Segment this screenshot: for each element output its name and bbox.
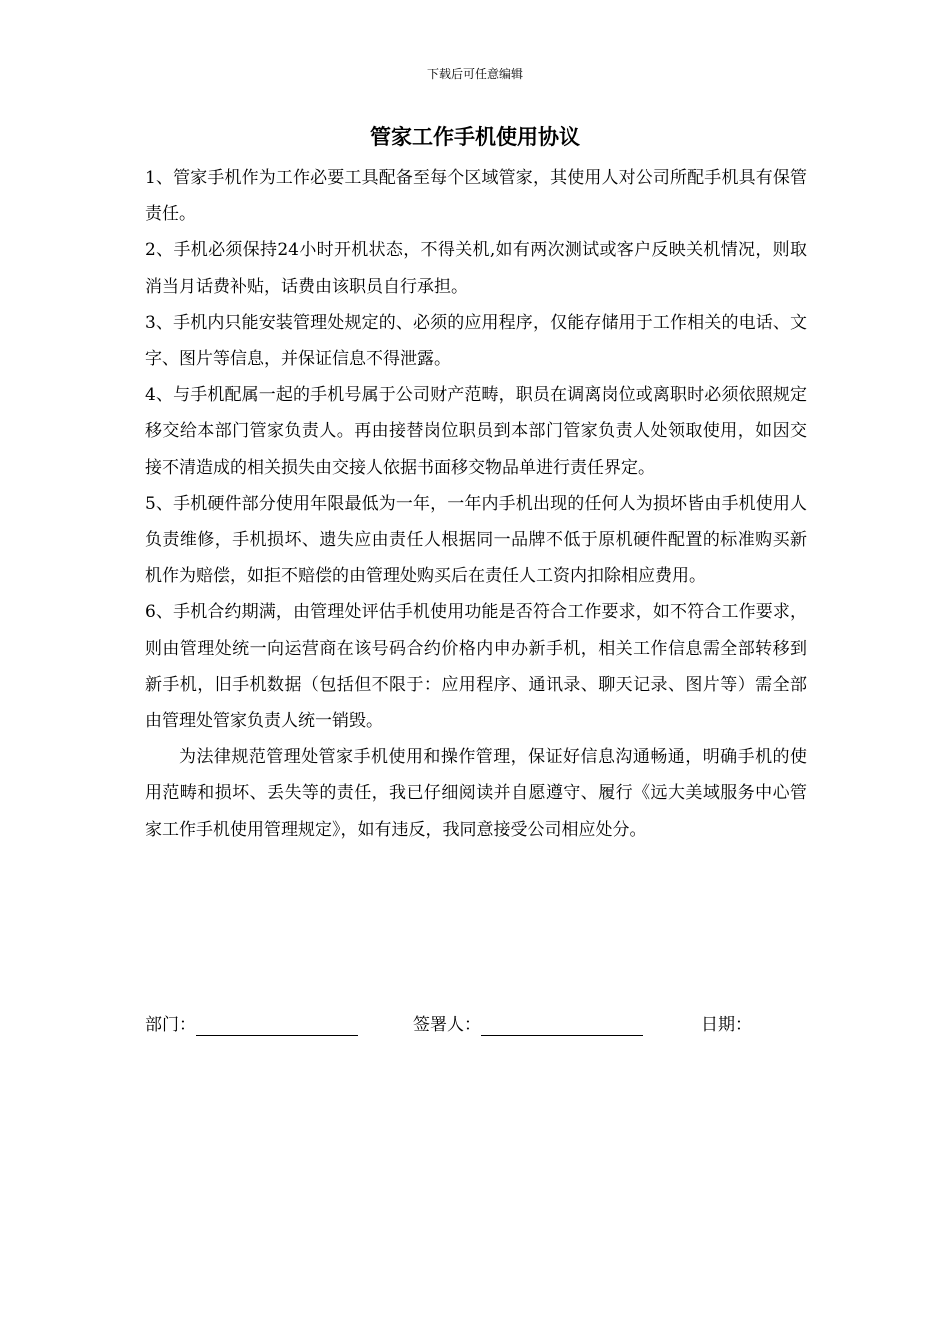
clause-5: 5、手机硬件部分使用年限最低为一年，一年内手机出现的任何人为损坏皆由手机使用人负责维修，手机损坏、遗失应由责任人根据同一品牌不低于原机硬件配置的标准购买新机作为赔偿，如拒不赔偿的由管理处购买后在责任人工资内扣除相应费用。 [145,493,807,587]
clause-1: 1、管家手机作为工作必要工具配备至每个区域管家，其使用人对公司所配手机具有保管责任。 [145,168,807,225]
closing-statement: 为法律规范管理处管家手机使用和操作管理，保证好信息沟通畅通，明确手机的使用范畴和损坏、丢失等的责任，我已仔细阅读并自愿遵守、履行《远大美域服务中心管家工作手机使用管理规定》，如有违反，我同意接受公司相应处分。 [145,747,807,840]
clause-4: 4、与手机配属一起的手机号属于公司财产范畴，职员在调离岗位或离职时必须依照规定移交给本部门管家负责人。再由接替岗位职员到本部门管家负责人处领取使用，如因交接不清造成的相关损失由交接人依据书面移交物品单进行责任界定。 [145,385,807,478]
clause-6: 6、手机合约期满，由管理处评估手机使用功能是否符合工作要求，如不符合工作要求，则由管理处统一向运营商在该号码合约价格内申办新手机，相关工作信息需全部转移到新手机，旧手机数据（包括但不限于：应用程序、通讯录、聊天记录、图片等）需全部由管理处管家负责人统一销毁。 [145,602,807,732]
signer-blank-line[interactable] [481,1013,643,1036]
signer-field [413,1010,643,1040]
date-field [701,1010,752,1040]
department-blank-line[interactable] [196,1013,358,1036]
signature-row [145,1010,807,1040]
signer-label: 签署人： [413,1015,481,1035]
agreement-body [145,160,807,848]
clause-3: 3、手机内只能安装管理处规定的、必须的应用程序，仅能存储用于工作相关的电话、文字、图片等信息，并保证信息不得泄露。 [145,312,807,370]
department-field [145,1010,358,1040]
department-label: 部门： [145,1015,196,1035]
date-label: 日期： [701,1015,752,1035]
header-note: 下载后可任意编辑 [426,67,523,81]
document-title: 管家工作手机使用协议 [370,125,580,149]
clause-2: 2、手机必须保持24小时开机状态，不得关机,如有两次测试或客户反映关机情况，则取消当月话费补贴，话费由该职员自行承担。 [145,240,807,297]
